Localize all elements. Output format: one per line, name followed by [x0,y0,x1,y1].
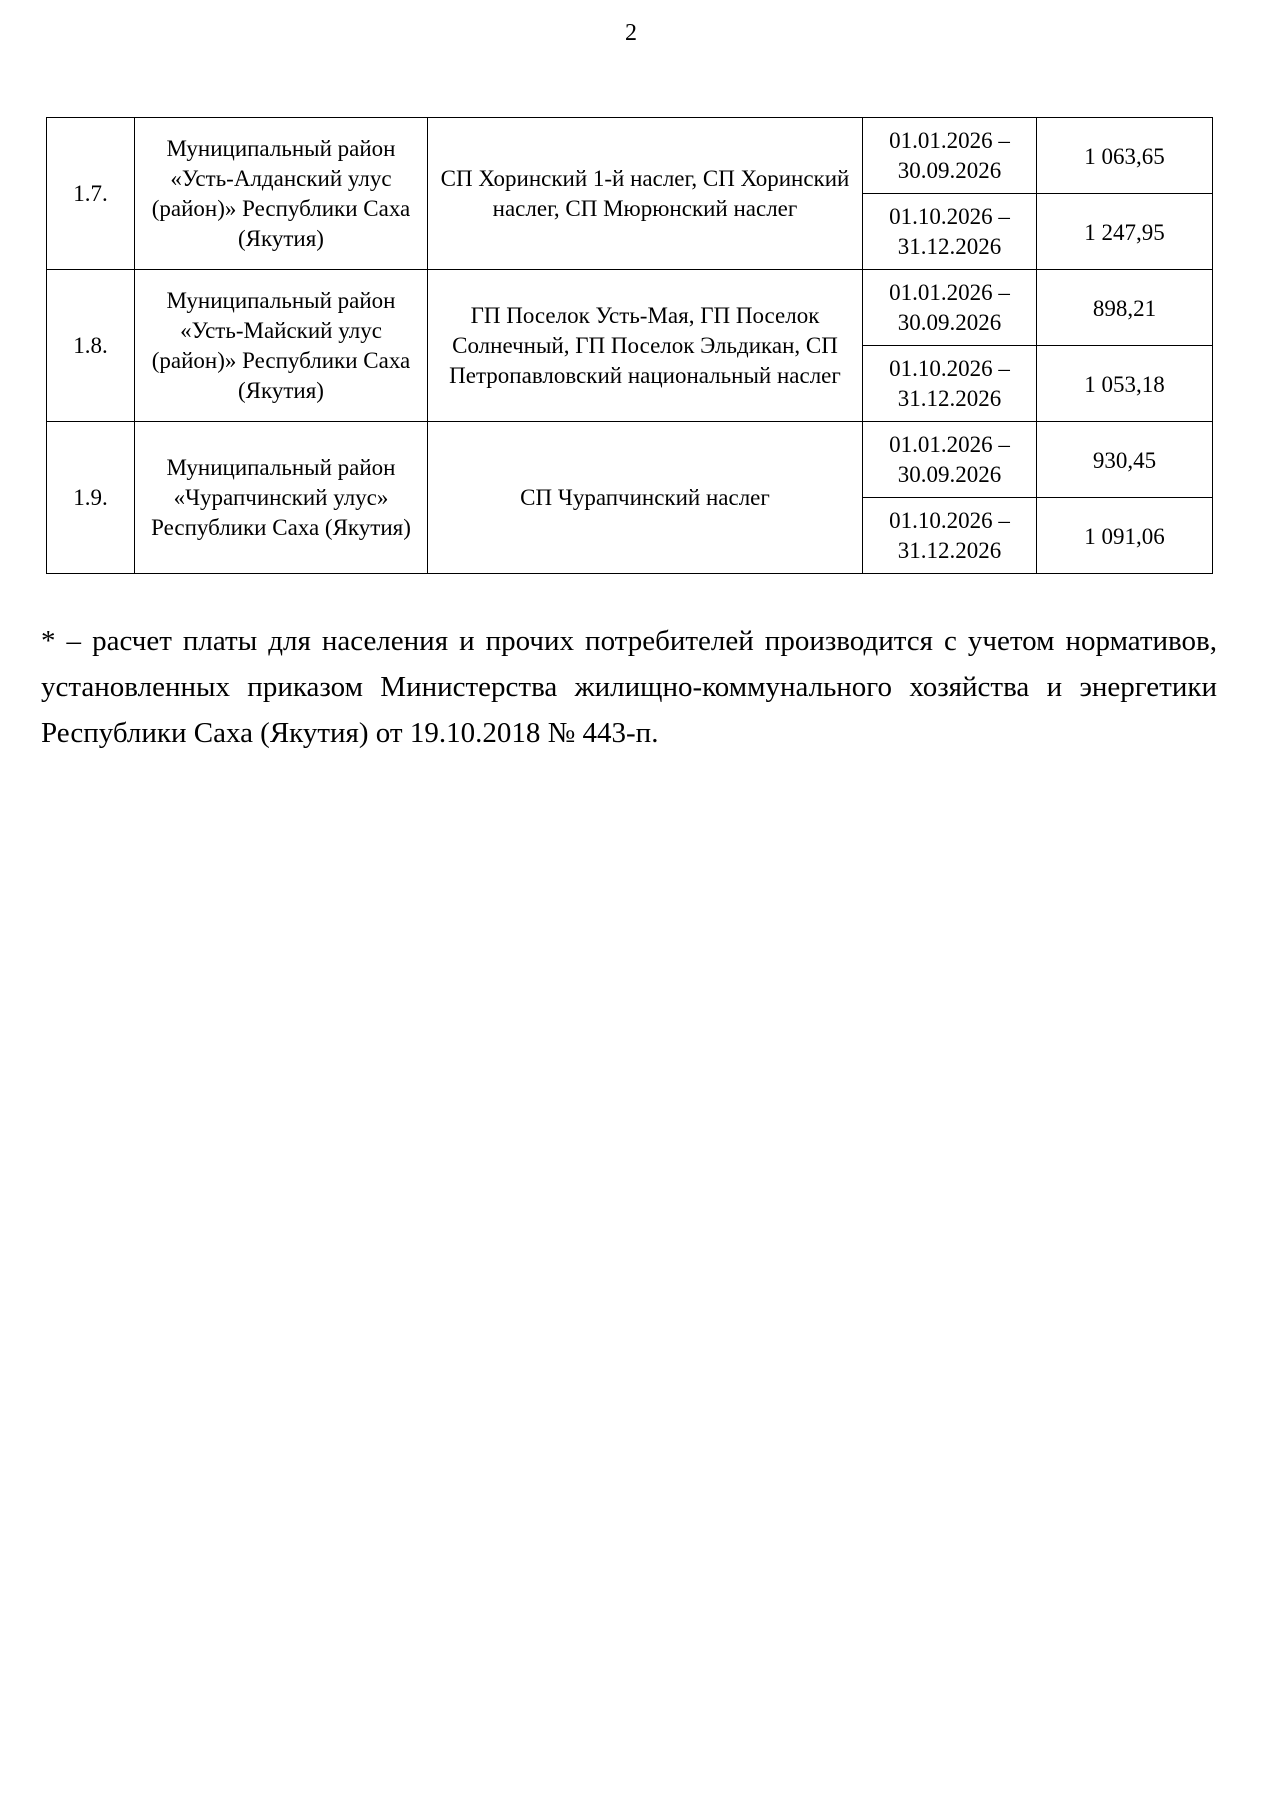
period-cell: 01.01.2026 – 30.09.2026 [863,118,1037,194]
period-cell: 01.10.2026 – 31.12.2026 [863,498,1037,574]
table-row [47,270,1213,346]
tariff-value: 898,21 [1037,270,1213,346]
settlements-cell: СП Чурапчинский наслег [428,422,863,574]
tariff-value: 1 063,65 [1037,118,1213,194]
tariff-value: 930,45 [1037,422,1213,498]
tariff-value: 1 091,06 [1037,498,1213,574]
period-cell: 01.01.2026 – 30.09.2026 [863,270,1037,346]
period-cell: 01.10.2026 – 31.12.2026 [863,194,1037,270]
tariff-value: 1 247,95 [1037,194,1213,270]
footnote: * – расчет платы для населения и прочих потребителей производится с учетом нормативов, установленных приказом Министерства жилищно-коммунального хозяйства и энергетики Республики Саха (Якутия) от 19.10.2018 № 443-п. [41,625,1217,749]
settlements-cell: ГП Поселок Усть-Мая, ГП Поселок Солнечный, ГП Поселок Эльдикан, СП Петропавловский национальный наслег [428,270,863,422]
settlements-cell: СП Хоринский 1-й наслег, СП Хоринский наслег, СП Мюрюнский наслег [428,118,863,270]
district-cell: Муниципальный район «Усть-Майский улус (район)» Республики Саха (Якутия) [135,270,428,422]
row-number: 1.7. [47,118,135,270]
page-number: 2 [625,20,637,46]
tariff-table [46,117,1213,574]
period-cell: 01.10.2026 – 31.12.2026 [863,346,1037,422]
row-number: 1.9. [47,422,135,574]
district-cell: Муниципальный район «Чурапчинский улус» Республики Саха (Якутия) [135,422,428,574]
district-cell: Муниципальный район «Усть-Алданский улус (район)» Республики Саха (Якутия) [135,118,428,270]
row-number: 1.8. [47,270,135,422]
table-row [47,118,1213,194]
tariff-value: 1 053,18 [1037,346,1213,422]
table-row [47,422,1213,498]
period-cell: 01.01.2026 – 30.09.2026 [863,422,1037,498]
